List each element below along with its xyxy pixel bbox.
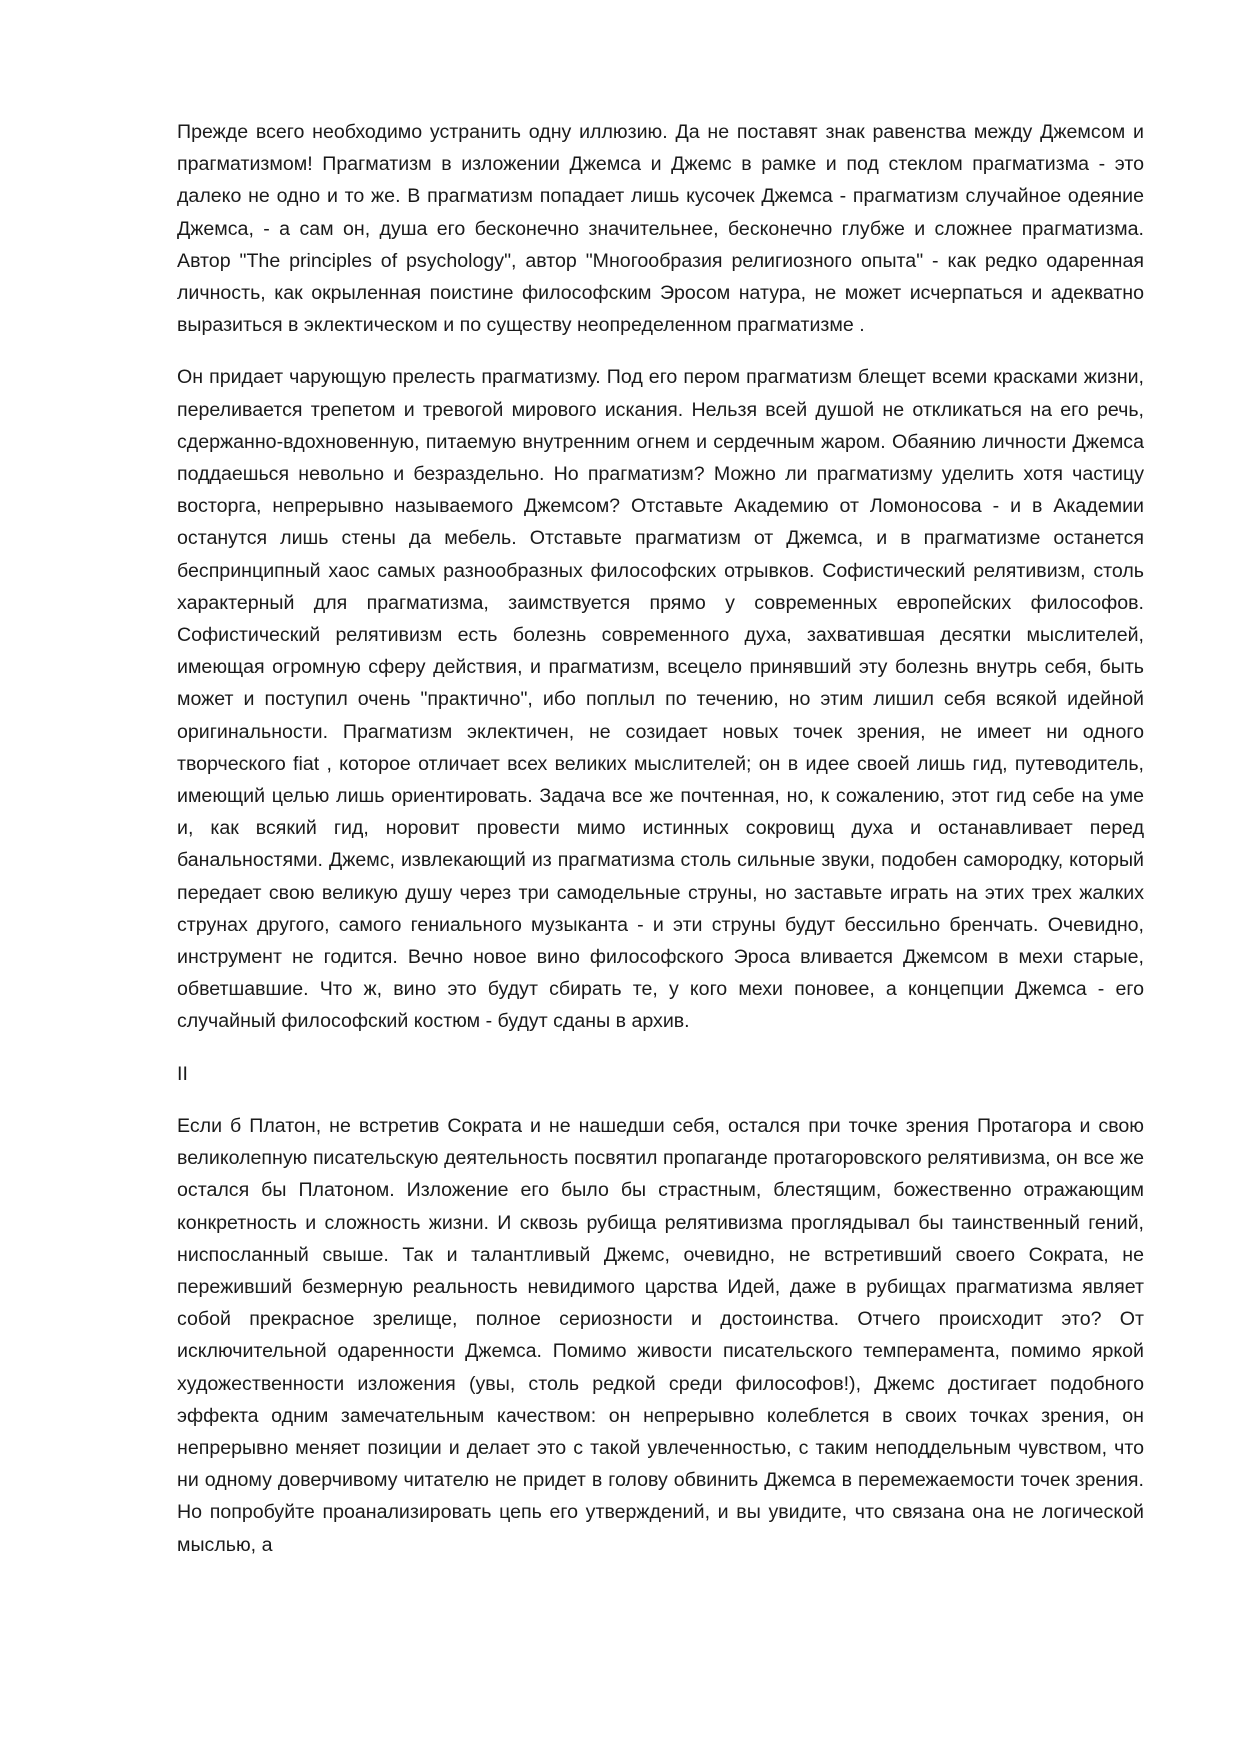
- paragraph-3: Если б Платон, не встретив Сократа и не нашедши себя, остался при точке зрения Протагора и свою великолепную писательскую деятельность посвятил пропаганде протагоровского релятивизма, он все же остался бы Платоном. Изложение его было бы страстным, блестящим, божественно отражающим конкретность и сложность жизни. И сквозь рубища релятивизма проглядывал бы таинственный гений, ниспосланный свыше. Так и талантливый Джемс, очевидно, не встретивший своего Сократа, не переживший безмерную реальность невидимого царства Идей, даже в рубищах прагматизма являет собой прекрасное зрелище, полное сериозности и достоинства. Отчего происходит это? От исключительной одаренности Джемса. Помимо живости писательского темперамента, помимо яркой художественности изложения (увы, столь редкой среди философов!), Джемс достигает подобного эффекта одним замечательным качеством: он непрерывно колеблется в своих точках зрения, он непрерывно меняет позиции и делает это с такой увлеченностью, с таким неподдельным чувством, что ни одному доверчивому читателю не придет в голову обвинить Джемса в перемежаемости точек зрения. Но попробуйте проанализировать цепь его утверждений, и вы увидите, что связана она не логической мыслью, а: [177, 1114, 1144, 1556]
- paragraph-1: Прежде всего необходимо устранить одну иллюзию. Да не поставят знак равенства между Джемсом и прагматизмом! Прагматизм в изложении Джемса и Джемс в рамке и под стеклом прагматизма - это далеко не одно и то же. В прагматизм попадает лишь кусочек Джемса - прагматизм случайное одеяние Джемса, - а сам он, душа его бесконечно значительнее, бесконечно глубже и сложнее прагматизма. Автор "The principles of psychology", автор "Многообразия религиозного опыта" - как редко одаренная личность, как окрыленная поистине философским Эросом натура, не может исчерпаться и адекватно выразиться в эклектическом и по существу неопределенном прагматизме .: [177, 121, 1144, 337]
- section-marker: II: [177, 1062, 188, 1085]
- paragraph-2: Он придает чарующую прелесть прагматизму. Под его пером прагматизм блещет всеми красками жизни, переливается трепетом и тревогой мирового искания. Нельзя всей душой не откликаться на его речь, сдержанно-вдохновенную, питаемую внутренним огнем и сердечным жаром. Обаянию личности Джемса поддаешься невольно и безраздельно. Но прагматизм? Можно ли прагматизму уделить хотя частицу восторга, непрерывно называемого Джемсом? Отставьте Академию от Ломоносова - и в Академии останутся лишь стены да мебель. Отставьте прагматизм от Джемса, и в прагматизме останется беспринципный хаос самых разнообразных философских отрывков. Софистический релятивизм, столь характерный для прагматизма, заимствуется прямо у современных европейских философов. Софистический релятивизм есть болезнь современного духа, захватившая десятки мыслителей, имеющая огромную сферу действия, и прагматизм, всецело принявший эту болезнь внутрь себя, быть может и поступил очень "практично", ибо поплыл по течению, но этим лишил себя всякой идейной оригинальности. Прагматизм эклектичен, не созидает новых точек зрения, не имеет ни одного творческого fiat , которое отличает всех великих мыслителей; он в идее своей лишь гид, путеводитель, имеющий целью лишь ориентировать. Задача все же почтенная, но, к сожалению, этот гид себе на уме и, как всякий гид, норовит провести мимо истинных сокровищ духа и останавливает перед банальностями. Джемс, извлекающий из прагматизма столь сильные звуки, подобен самородку, который передает свою великую душу через три самодельные струны, но заставьте играть на этих трех жалких струнах другого, самого гениального музыканта - и эти струны будут бессильно бренчать. Очевидно, инструмент не годится. Вечно новое вино философского Эроса вливается Джемсом в мехи старые, обветшавшие. Что ж, вино это будут сбирать те, у кого мехи поновее, а концепции Джемса - его случайный философский костюм - будут сданы в архив.: [177, 366, 1144, 1033]
- document-page: [177, 116, 1144, 1581]
